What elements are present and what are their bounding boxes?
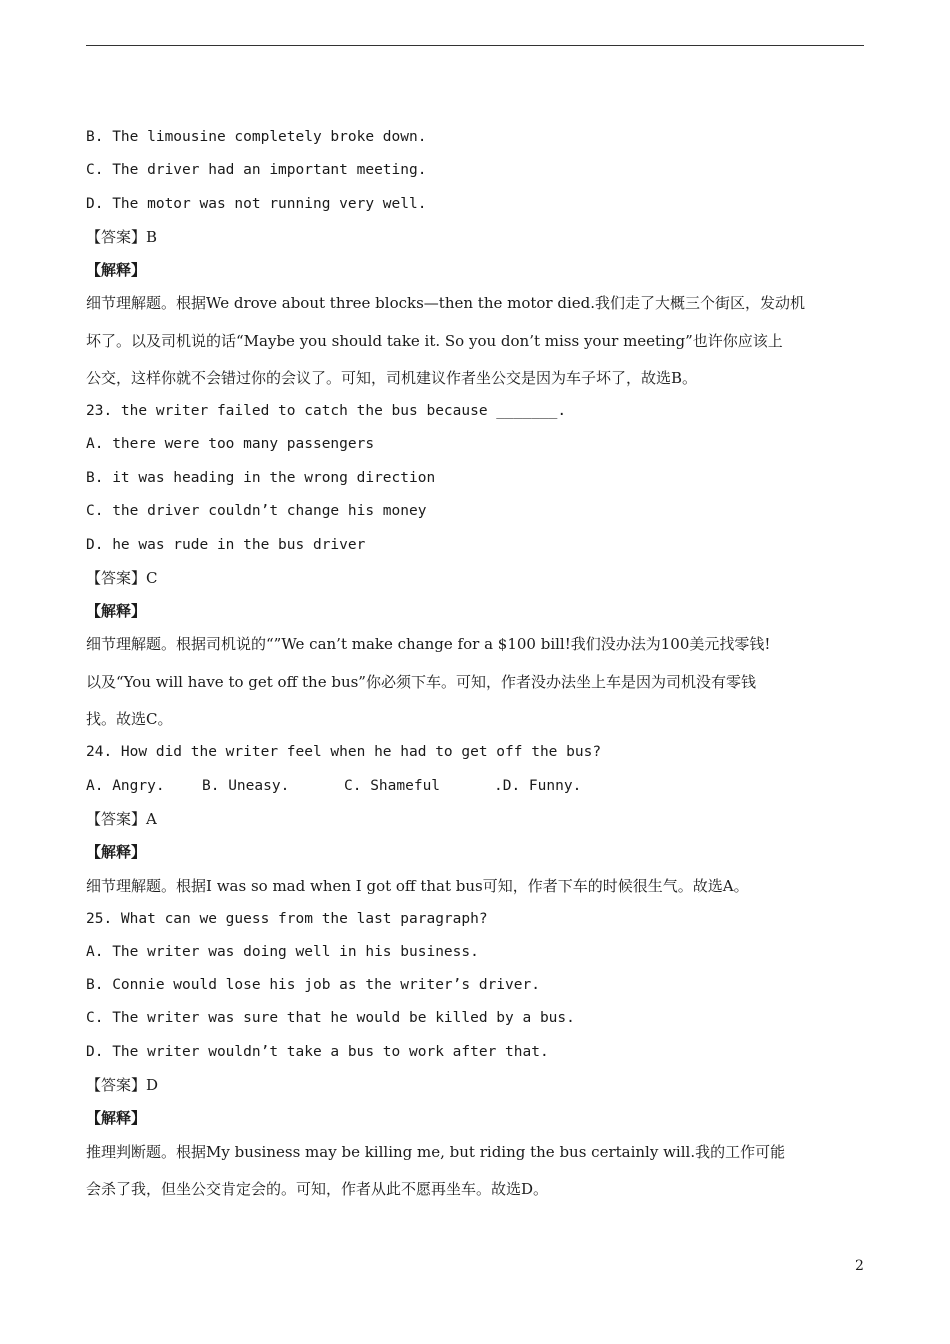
q23-option-c: C. the driver couldn’t change his money bbox=[86, 503, 427, 519]
q22-explanation-line: 细节理解题。根据We drove about three blocks—then the motor died.我们走了大概三个街区，发动机 bbox=[86, 294, 806, 312]
q25-option-d: D. The writer wouldn’t take a bus to work after that. bbox=[86, 1044, 549, 1060]
q22-answer: 【答案】B bbox=[86, 228, 158, 246]
q25-option-b: B. Connie would lose his job as the writer’s driver. bbox=[86, 977, 540, 993]
page-number: 2 bbox=[855, 1258, 864, 1274]
q22-option-d: D. The motor was not running very well. bbox=[86, 196, 427, 212]
q22-option-c: C. The driver had an important meeting. bbox=[86, 162, 427, 178]
q23-answer: 【答案】C bbox=[86, 569, 158, 587]
q24-option-d: .D. Funny. bbox=[494, 778, 582, 794]
q24-option-c: C. Shameful bbox=[344, 778, 441, 794]
q24-explain-label: 【解释】 bbox=[86, 843, 147, 861]
q24-question: 24. How did the writer feel when he had to get off the bus? bbox=[86, 744, 602, 760]
q23-option-b: B. it was heading in the wrong direction bbox=[86, 470, 436, 486]
q23-option-a: A. there were too many passengers bbox=[86, 436, 375, 452]
q23-explanation-line: 找。故选C。 bbox=[86, 710, 173, 728]
q23-option-d: D. he was rude in the bus driver bbox=[86, 537, 366, 553]
q25-option-a: A. The writer was doing well in his business. bbox=[86, 944, 479, 960]
q22-option-b: B. The limousine completely broke down. bbox=[86, 129, 427, 145]
q23-explain-label: 【解释】 bbox=[86, 602, 147, 620]
q24-explanation-line: 细节理解题。根据I was so mad when I got off that bus可知，作者下车的时候很生气。故选A。 bbox=[86, 877, 749, 895]
q24-options bbox=[86, 776, 581, 796]
q23-explanation-line: 以及“You will have to get off the bus”你必须下车。可知，作者没办法坐上车是因为司机没有零钱 bbox=[86, 673, 756, 691]
q22-explanation-line: 坏了。以及司机说的话“Maybe you should take it. So you don’t miss your meeting”也许你应该上 bbox=[86, 332, 783, 350]
q23-question: 23. the writer failed to catch the bus because _______. bbox=[86, 403, 567, 419]
q24-answer: 【答案】A bbox=[86, 810, 157, 828]
q22-explain-label: 【解释】 bbox=[86, 261, 147, 279]
q25-answer: 【答案】D bbox=[86, 1076, 159, 1094]
q25-question: 25. What can we guess from the last paragraph? bbox=[86, 911, 488, 927]
q24-option-b: B. Uneasy. bbox=[202, 778, 290, 794]
q24-option-a: A. Angry. bbox=[86, 778, 165, 794]
q25-explain-label: 【解释】 bbox=[86, 1109, 147, 1127]
header-rule bbox=[86, 45, 864, 46]
q25-explanation-line: 推理判断题。根据My business may be killing me, but riding the bus certainly will.我的工作可能 bbox=[86, 1143, 786, 1161]
q25-option-c: C. The writer was sure that he would be killed by a bus. bbox=[86, 1010, 575, 1026]
q23-explanation-line: 细节理解题。根据司机说的“”We can’t make change for a $100 bill!我们没办法为100美元找零钱! bbox=[86, 635, 771, 653]
q22-explanation-line: 公交，这样你就不会错过你的会议了。可知，司机建议作者坐公交是因为车子坏了，故选B。 bbox=[86, 369, 698, 387]
q25-explanation-line: 会杀了我，但坐公交肯定会的。可知，作者从此不愿再坐车。故选D。 bbox=[86, 1180, 549, 1198]
